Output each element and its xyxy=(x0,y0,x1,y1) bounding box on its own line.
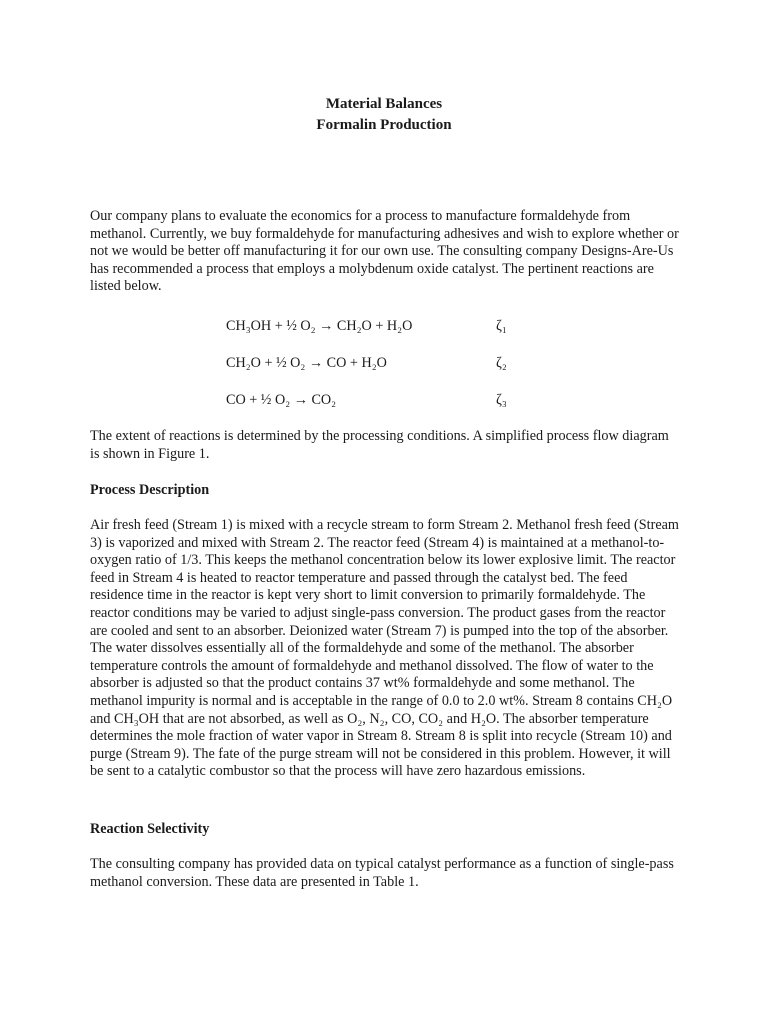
heading-reaction-selectivity: Reaction Selectivity xyxy=(90,821,210,837)
title-line-2: Formalin Production xyxy=(316,117,452,133)
reaction-equation: CH₂O + ½ O₂ → CO + H₂O xyxy=(226,355,387,371)
reaction-extent: ζ₃ xyxy=(496,392,507,408)
process-paragraph: Air fresh feed (Stream 1) is mixed with a recycle stream to form Stream 2. Methanol fresh feed (Stream 3) is vaporized and mixed with Stream 2. The reactor feed (Stream 4) is maintained at a methanol-to-oxygen ratio of 1/3. This keeps the methanol concentration below its lower explosive limit. The reactor feed in Stream 4 is heated to reactor temperature and passed through the catalyst bed. The feed residence time in the reactor is kept very short to limit conversion to primarily formaldehyde. The reactor conditions may be varied to adjust single-pass conversion. The product gases from the reactor are cooled and sent to an absorber. Deionized water (Stream 7) is pumped into the top of the absorber. The water dissolves essentially all of the formaldehyde and some of the methanol. The absorber temperature controls the amount of formaldehyde and methanol dissolved. The flow of water to the absorber is adjusted so that the product contains 37 wt% formaldehyde and some methanol. The methanol impurity is normal and is acceptable in the range of 0.0 to 2.0 wt%. Stream 8 contains CH₂O and CH₃OH that are not absorbed, as well as O₂, N₂, CO, CO₂ and H₂O. The absorber temperature determines the mole fraction of water vapor in Stream 8. Stream 8 is split into recycle (Stream 10) and purge (Stream 9). The fate of the purge stream will not be considered in this problem. However, it will be sent to a catalytic combustor so that the process will have zero hazardous emissions. xyxy=(90,517,679,780)
document-title xyxy=(0,94,768,136)
extent-paragraph: The extent of reactions is determined by the processing conditions. A simplified process flow diagram is shown in Figure 1. xyxy=(90,428,669,462)
reaction-equation: CO + ½ O₂ → CO₂ xyxy=(226,392,337,408)
reaction-extent: ζ₁ xyxy=(496,318,507,334)
reaction-2 xyxy=(226,355,507,373)
reaction-extent: ζ₂ xyxy=(496,355,507,371)
heading-process-description: Process Description xyxy=(90,482,210,498)
reaction-3 xyxy=(226,392,507,410)
intro-paragraph: Our company plans to evaluate the economics for a process to manufacture formaldehyde from methanol. Currently, we buy formaldehyde for manufacturing adhesives and wish to explore whether or not we would be better off manufacturing it for our own use. The consulting company Designs-Are-Us has recommended a process that employs a molybdenum oxide catalyst. The pertinent reactions are listed below. xyxy=(90,208,679,295)
selectivity-paragraph: The consulting company has provided data on typical catalyst performance as a function of single-pass methanol conversion. These data are presented in Table 1. xyxy=(90,856,674,890)
title-line-1: Material Balances xyxy=(325,96,443,112)
reaction-equation: CH₃OH + ½ O₂ → CH₂O + H₂O xyxy=(226,318,413,334)
reaction-1 xyxy=(226,318,507,336)
